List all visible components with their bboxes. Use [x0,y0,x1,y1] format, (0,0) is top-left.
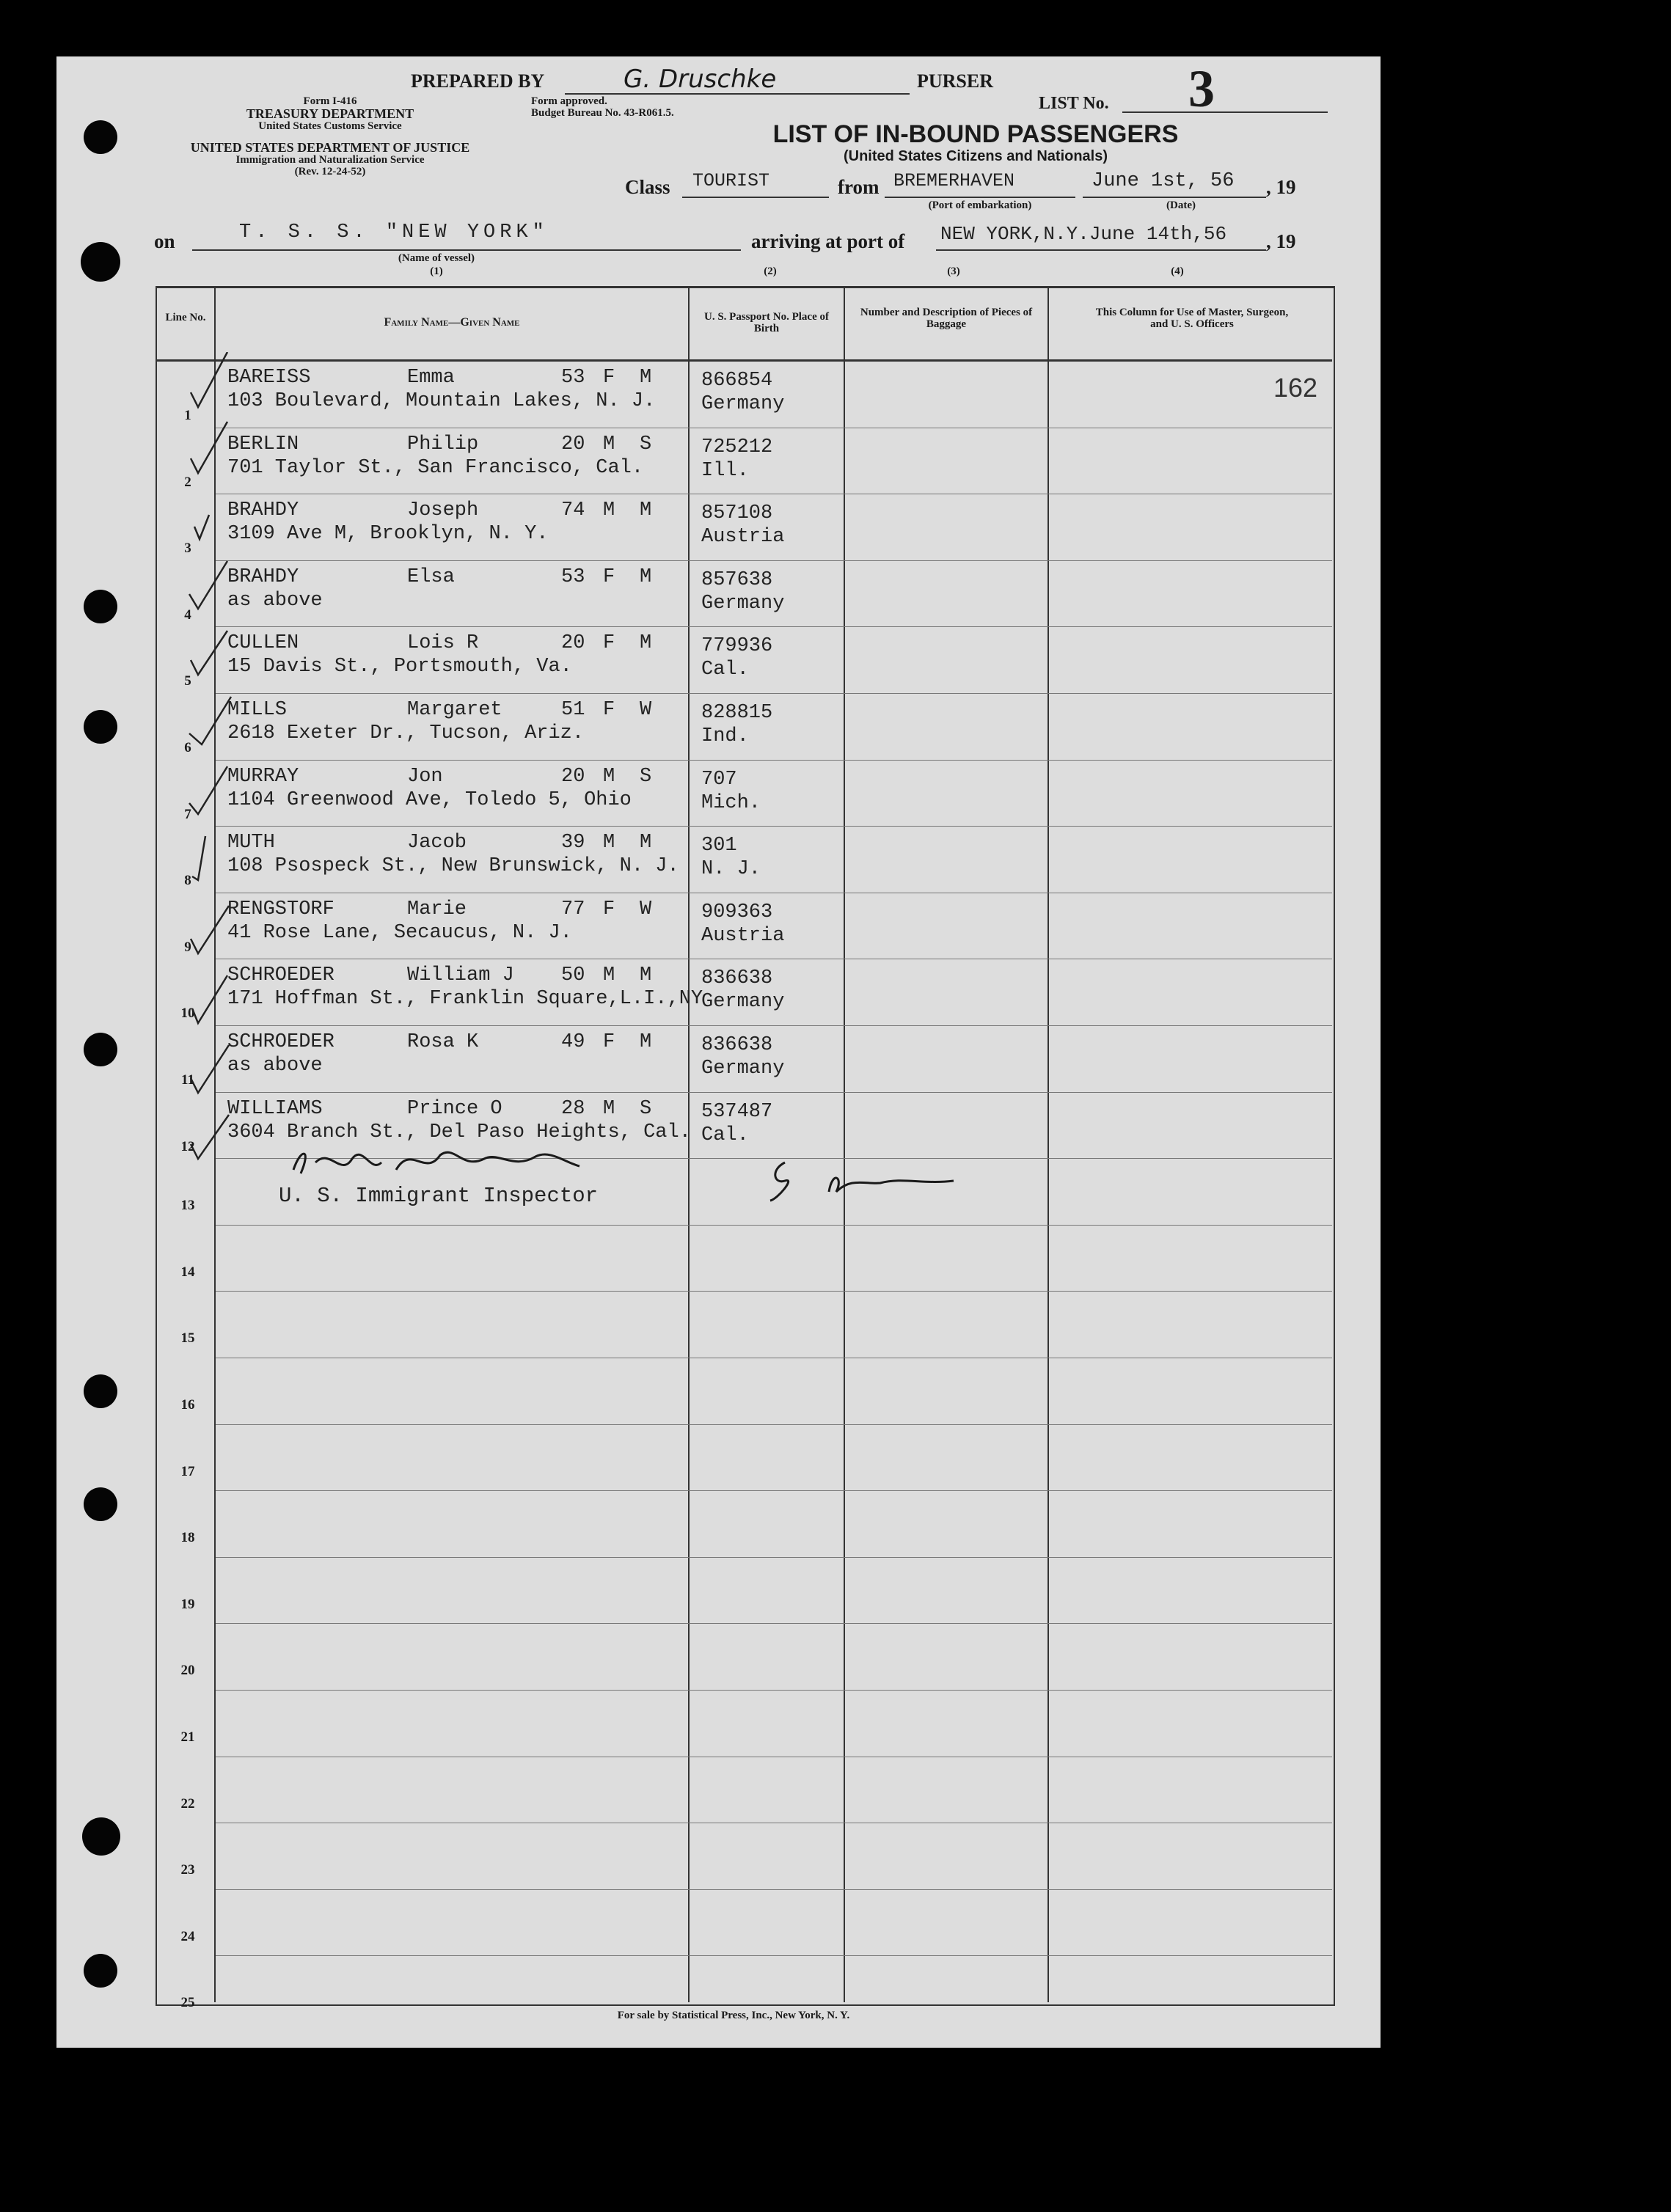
budget-bureau: Budget Bureau No. 43-R061.5. [531,107,674,119]
address: as above [227,589,323,612]
place-of-birth: Cal. [701,659,749,681]
department-of-justice: UNITED STATES DEPARTMENT OF JUSTICE [190,140,470,155]
treasury-department: TREASURY DEPARTMENT [246,106,414,121]
age: 50 [561,964,585,987]
age: 53 [561,367,585,389]
sex: F [603,699,615,721]
line-number: 24 [180,1928,195,1944]
marital-status: M [640,367,652,389]
row-divider [216,1092,1332,1093]
port-caption: (Port of embarkation) [928,199,1032,211]
marital-status: M [640,565,652,588]
sex: F [603,632,615,655]
family-name: MURRAY [227,765,299,788]
age: 20 [561,765,585,788]
passport-number: 779936 [701,635,773,658]
address: 171 Hoffman St., Franklin Square,L.I.,NY [227,988,703,1011]
caption-3: (3) [947,265,960,277]
line-number: 16 [180,1397,195,1413]
line-number: 20 [180,1663,195,1679]
line-number: 14 [180,1264,195,1280]
given-name: William J [407,964,514,987]
row-divider [216,760,1332,761]
row-divider [216,1490,1332,1491]
line-number: 23 [180,1862,195,1878]
row-divider [216,1557,1332,1558]
address: 2618 Exeter Dr., Tucson, Ariz. [227,722,585,744]
family-name: BRAHDY [227,499,299,522]
address: 3604 Branch St., Del Paso Heights, Cal. [227,1121,691,1143]
sex: M [603,1097,615,1120]
purser-label: PURSER [917,70,994,92]
given-name: Jacob [407,832,467,854]
from-port: BREMERHAVEN [893,170,1015,191]
binder-hole [84,710,117,744]
family-name: BAREISS [227,367,311,389]
immigration-service: Immigration and Naturalization Service [235,154,425,166]
given-name: Joseph [407,499,479,522]
from-label: from [838,176,880,198]
line-number: 10 [180,1006,195,1022]
passport-number: 866854 [701,370,773,392]
officer-note: 162 [1273,373,1318,403]
caption-2: (2) [764,265,777,277]
caption-4: (4) [1171,265,1184,277]
binder-hole [84,120,117,154]
age: 53 [561,565,585,588]
line-number: 1 [184,408,191,423]
row-divider [216,826,1332,827]
line-number: 22 [180,1795,195,1812]
family-name: SCHROEDER [227,1031,334,1053]
marital-status: S [640,1097,652,1120]
line-number: 5 [184,673,191,689]
line-number: 7 [184,806,191,822]
address: 15 Davis St., Portsmouth, Va. [227,656,572,678]
line-number: 18 [180,1530,195,1546]
column-header-line-no: Line No. [165,312,206,323]
row-divider [216,1955,1332,1956]
given-name: Rosa K [407,1031,479,1053]
line-number: 19 [180,1596,195,1612]
place-of-birth: Germany [701,1058,785,1080]
place-of-birth: Ill. [701,459,749,482]
passport-number: 707 [701,768,737,791]
binder-hole [84,1033,117,1066]
line-number: 11 [181,1072,194,1088]
given-name: Margaret [407,699,502,721]
form-number: Form I-416 [303,95,357,107]
age: 74 [561,499,585,522]
row-divider [216,1025,1332,1026]
row-divider [216,1690,1332,1691]
arrival-port-date: NEW YORK,N.Y.June 14th,56 [940,223,1227,245]
address: 41 Rose Lane, Secaucus, N. J. [227,921,572,944]
sex: M [603,499,615,522]
list-no-label: LIST No. [1039,94,1109,113]
sex: F [603,367,615,389]
address: 108 Psospeck St., New Brunswick, N. J. [227,855,679,878]
place-of-birth: Mich. [701,791,761,814]
date-caption: (Date) [1166,199,1196,211]
marital-status: M [640,964,652,987]
line-number: 2 [184,474,191,490]
binder-hole [84,590,117,623]
given-name: Prince O [407,1097,502,1120]
line-number: 4 [184,607,191,623]
age: 49 [561,1031,585,1053]
column-header-passport: U. S. Passport No. Place of Birth [704,311,829,334]
place-of-birth: Austria [701,924,785,947]
column-header-name: Family Name—Given Name [384,316,520,329]
column-header-officers: This Column for Use of Master, Surgeon, and U. S. Officers [1095,307,1289,330]
revision-date: (Rev. 12-24-52) [294,166,366,177]
sex: M [603,964,615,987]
inspector-label: U. S. Immigrant Inspector [279,1184,599,1208]
line-number: 12 [180,1138,195,1154]
address: 1104 Greenwood Ave, Toledo 5, Ohio [227,788,632,811]
marital-status: M [640,499,652,522]
marital-status: W [640,699,652,721]
family-name: SCHROEDER [227,964,334,987]
given-name: Jon [407,765,443,788]
customs-service: United States Customs Service [258,120,402,132]
given-name: Emma [407,367,455,389]
date-suffix: , 19 [1266,176,1296,198]
family-name: MUTH [227,832,275,854]
marital-status: W [640,898,652,920]
line-number: 21 [180,1729,195,1745]
sex: F [603,565,615,588]
place-of-birth: Ind. [701,725,749,747]
sex: M [603,765,615,788]
sex: M [603,433,615,455]
place-of-birth: Austria [701,526,785,549]
passport-number: 725212 [701,436,773,458]
place-of-birth: Cal. [701,1124,749,1146]
row-divider [216,1623,1332,1624]
printer-footer: For sale by Statistical Press, Inc., New York, N. Y. [617,2010,850,2021]
age: 20 [561,433,585,455]
passport-number: 537487 [701,1100,773,1123]
row-divider [216,626,1332,627]
age: 28 [561,1097,585,1120]
page-subtitle: (United States Citizens and Nationals) [843,148,1108,164]
address: 103 Boulevard, Mountain Lakes, N. J. [227,390,656,412]
marital-status: M [640,1031,652,1053]
page-title: LIST OF IN-BOUND PASSENGERS [772,120,1179,148]
sex: F [603,1031,615,1053]
address: 701 Taylor St., San Francisco, Cal. [227,456,644,479]
passport-number: 909363 [701,901,773,923]
age: 20 [561,632,585,655]
on-label: on [154,230,175,252]
line-number: 15 [180,1330,195,1347]
line-number: 6 [184,740,191,755]
given-name: Elsa [407,565,455,588]
vessel-caption: (Name of vessel) [398,252,475,264]
address: as above [227,1055,323,1077]
row-divider [216,693,1332,694]
line-number: 3 [184,541,191,557]
place-of-birth: Germany [701,393,785,415]
row-divider [216,1225,1332,1226]
marital-status: M [640,632,652,655]
marital-status: M [640,832,652,854]
departure-date: June 1st, 56 [1092,170,1235,192]
binder-hole [84,1374,117,1408]
arrival-date-suffix: , 19 [1266,230,1296,252]
arriving-label: arriving at port of [751,230,905,252]
binder-hole [84,1487,117,1521]
line-number: 25 [180,1995,195,2011]
passport-number: 857108 [701,502,773,525]
line-number: 8 [184,873,191,889]
family-name: BERLIN [227,433,299,455]
binder-hole [82,1817,120,1856]
line-number: 13 [180,1198,195,1214]
marital-status: S [640,433,652,455]
line-number: 17 [180,1463,195,1479]
checkmarks [176,352,264,1173]
prepared-by-label: PREPARED BY [411,70,545,92]
given-name: Philip [407,433,479,455]
family-name: WILLIAMS [227,1097,323,1120]
passport-number: 301 [701,835,737,857]
family-name: CULLEN [227,632,299,655]
binder-hole [84,1954,117,1988]
family-name: RENGSTORF [227,898,334,920]
line-number: 9 [184,939,191,955]
caption-1: (1) [430,265,443,277]
form-approved: Form approved. [531,95,607,107]
class-label: Class [625,176,670,198]
binder-hole [81,242,120,282]
marital-status: S [640,765,652,788]
address: 3109 Ave M, Brooklyn, N. Y. [227,523,549,546]
sex: F [603,898,615,920]
list-number: 3 [1188,59,1215,118]
vessel-name: T. S. S. "NEW YORK" [239,221,549,243]
passport-number: 828815 [701,702,773,724]
passport-number: 857638 [701,568,773,591]
sex: M [603,832,615,854]
place-of-birth: Germany [701,592,785,615]
age: 39 [561,832,585,854]
row-divider [216,1291,1332,1292]
inspector-initials-icon [763,1155,968,1206]
purser-signature: G. Druschke [624,65,777,94]
row-divider [216,560,1332,561]
age: 77 [561,898,585,920]
given-name: Lois R [407,632,479,655]
family-name: BRAHDY [227,565,299,588]
passport-number: 836638 [701,967,773,990]
place-of-birth: N. J. [701,858,761,881]
column-header-baggage: Number and Description of Pieces of Baggage [860,307,1033,330]
place-of-birth: Germany [701,991,785,1014]
given-name: Marie [407,898,467,920]
passport-number: 836638 [701,1034,773,1056]
class-value: TOURIST [692,170,770,191]
row-divider [216,1424,1332,1425]
age: 51 [561,699,585,721]
family-name: MILLS [227,699,288,721]
row-divider [216,1889,1332,1890]
